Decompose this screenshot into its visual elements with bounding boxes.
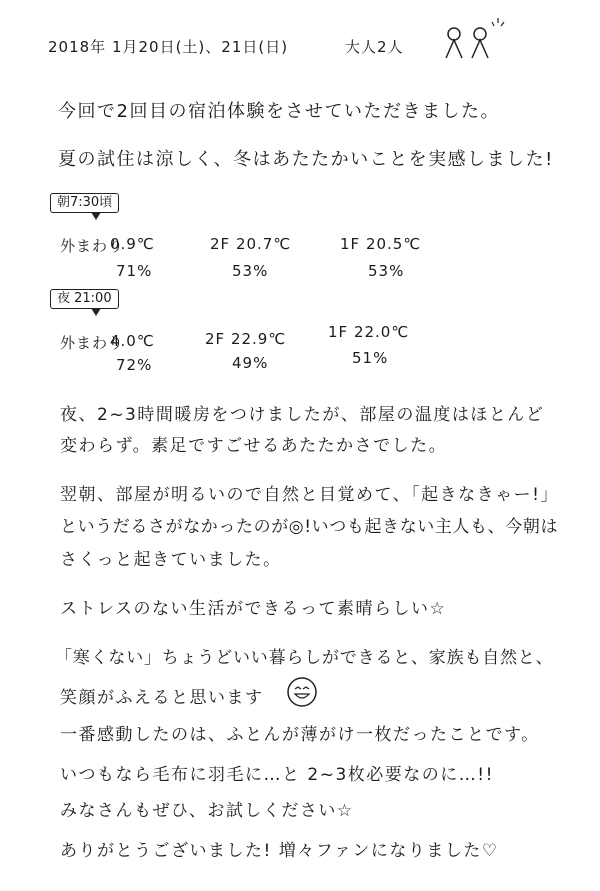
night-1f-temp: 1F 22.0℃ [328, 323, 410, 341]
morning-2f-temp: 2F 20.7℃ [210, 235, 292, 253]
night-outside-humidity: 72% [116, 356, 153, 374]
morning-1f-temp: 1F 20.5℃ [340, 235, 422, 253]
body-line-8: 笑顔がふえると思います [60, 688, 264, 708]
body-line-5: さくっと起きていました。 [60, 550, 282, 570]
night-outside-temp: 4.0℃ [110, 332, 155, 350]
body-line-4: というだるさがなかったのが◎!いつも起きない主人も、今朝は [60, 517, 559, 537]
morning-2f-humidity: 53% [232, 262, 269, 280]
body-line-12: ありがとうございました! 増々ファンになりました♡ [60, 841, 499, 861]
body-line-7: 「寒くない」ちょうどいい暮らしができると、家族も自然と、 [55, 648, 554, 668]
night-time-tag: 夜 21:00 [50, 289, 119, 309]
morning-outside-humidity: 71% [116, 262, 153, 280]
visit-date: 2018年 1月20日(土)、21日(日) [48, 38, 289, 56]
morning-time-tag: 朝7:30頃 [50, 193, 119, 213]
two-people-doodle-icon [440, 14, 510, 59]
morning-outside-label: 外まわり [60, 237, 125, 255]
night-outside-label: 外まわり [60, 334, 125, 352]
night-2f-humidity: 49% [232, 354, 269, 372]
night-2f-temp: 2F 22.9℃ [205, 330, 287, 348]
intro-line-1: 今回で2回目の宿泊体験をさせていただきました。 [58, 101, 500, 122]
intro-line-2: 夏の試住は涼しく、冬はあたたかいことを実感しました! [58, 149, 554, 170]
guest-count: 大人2人 [345, 38, 404, 56]
body-line-3: 翌朝、部屋が明るいので自然と目覚めて、「起きなきゃー!」 [60, 485, 559, 505]
body-line-2: 変わらず。素足ですごせるあたたかさでした。 [60, 436, 448, 456]
body-line-11: みなさんもぜひ、お試しください☆ [60, 801, 354, 821]
body-line-6: ストレスのない生活ができるって素晴らしい☆ [60, 599, 447, 619]
night-1f-humidity: 51% [352, 349, 389, 367]
body-line-9: 一番感動したのは、ふとんが薄がけ一枚だったことです。 [60, 725, 540, 745]
morning-outside-temp: 0.9℃ [110, 235, 155, 253]
body-line-1: 夜、2~3時間暖房をつけましたが、部屋の温度はほとんど [60, 405, 545, 425]
body-line-10: いつもなら毛布に羽毛に…と 2~3枚必要なのに…!! [60, 765, 494, 785]
smiley-face-icon [286, 676, 318, 708]
morning-1f-humidity: 53% [368, 262, 405, 280]
